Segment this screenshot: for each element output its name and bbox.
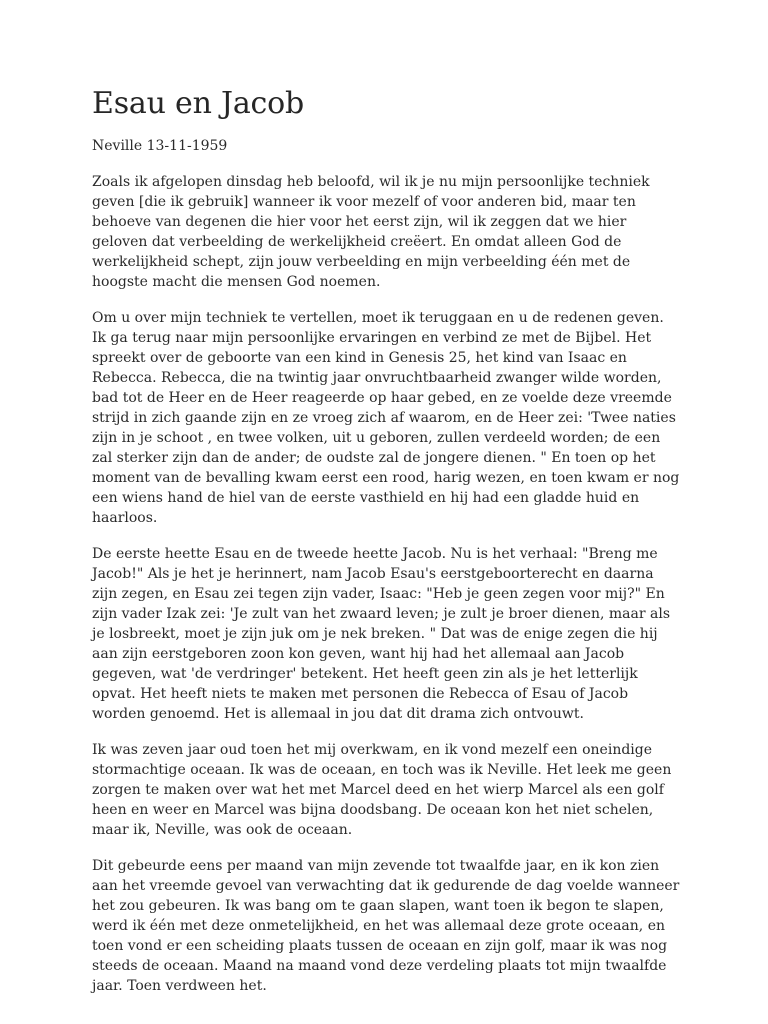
document-meta: Neville 13-11-1959: [92, 138, 228, 154]
document-title: Esau en Jacob: [92, 86, 305, 121]
document-page: [92, 84, 680, 996]
paragraph-2: Om u over mijn techniek te vertellen, moet ik teruggaan en u de redenen geven. Ik ga terug naar mijn persoonlijke ervaringen en verbind ze met de Bijbel. Het spreekt over de geboorte van een kind in Genesis 25, het kind van Isaac en Rebecca. Rebecca, die na twintig jaar onvruchtbaarheid zwanger wilde worden, bad tot de Heer en de Heer reageerde op haar gebed, en ze voelde deze vreemde strijd in zich gaande zijn en ze vroeg zich af waarom, en de Heer zei: 'Twee naties zijn in je schoot , en twee volken, uit u geboren, zullen verdeeld worden; de een zal sterker zijn dan de ander; de oudste zal de jongere dienen. " En toen op het moment van de bevalling kwam eerst een rood, harig wezen, en toen kwam er nog een wiens hand de hiel van de eerste vasthield en hij had een gladde huid en haarloos.: [92, 310, 680, 526]
paragraph-3: De eerste heette Esau en de tweede heette Jacob. Nu is het verhaal: "Breng me Jacob!" Als je het je herinnert, nam Jacob Esau's eerstgeboorterecht en daarna zijn zegen, en Esau zei tegen zijn vader, Isaac: "Heb je geen zegen voor mij?" En zijn vader Izak zei: 'Je zult van het zwaard leven; je zult je broer dienen, maar als je losbreekt, moet je zijn juk om je nek breken. " Dat was de enige zegen die hij aan zijn eerstgeboren zoon kon geven, want hij had het allemaal aan Jacob gegeven, wat 'de verdringer' betekent. Het heeft geen zin als je het letterlijk opvat. Het heeft niets te maken met personen die Rebecca of Esau of Jacob worden genoemd. Het is allemaal in jou dat dit drama zich ontvouwt.: [92, 546, 671, 722]
paragraph-1: Zoals ik afgelopen dinsdag heb beloofd, wil ik je nu mijn persoonlijke techniek geven [die ik gebruik] wanneer ik voor mezelf of voor anderen bid, maar ten behoeve van degenen die hier voor het eerst zijn, wil ik zeggen dat we hier geloven dat verbeelding de werkelijkheid creëert. En omdat alleen God de werkelijkheid schept, zijn jouw verbeelding en mijn verbeelding één met de hoogste macht die mensen God noemen.: [92, 174, 650, 290]
paragraph-4: Ik was zeven jaar oud toen het mij overkwam, en ik vond mezelf een oneindige stormachtige oceaan. Ik was de oceaan, en toch was ik Neville. Het leek me geen zorgen te maken over wat het met Marcel deed en het wierp Marcel als een golf heen en weer en Marcel was bijna doodsbang. De oceaan kon het niet schelen, maar ik, Neville, was ook de oceaan.: [92, 742, 672, 838]
paragraph-5: Dit gebeurde eens per maand van mijn zevende tot twaalfde jaar, en ik kon zien aan het vreemde gevoel van verwachting dat ik gedurende de dag voelde wanneer het zou gebeuren. Ik was bang om te gaan slapen, want toen ik begon te slapen, werd ik één met deze onmetelijkheid, en het was allemaal deze grote oceaan, en toen vond er een scheiding plaats tussen de oceaan en zijn golf, maar ik was nog steeds de oceaan. Maand na maand vond deze verdeling plaats tot mijn twaalfde jaar. Toen verdween het.: [92, 858, 680, 994]
